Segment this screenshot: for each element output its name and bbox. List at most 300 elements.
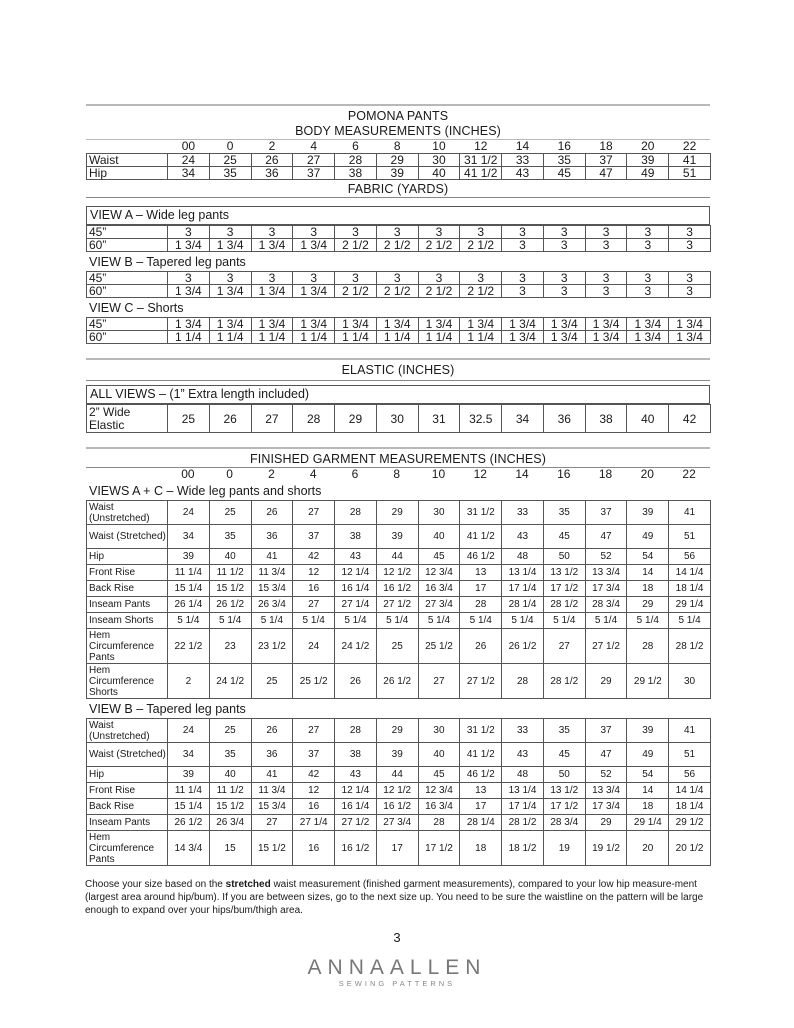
size-label: 2 bbox=[268, 467, 275, 481]
value-cell: 29 1/4 bbox=[669, 597, 711, 613]
value-cell: 3 bbox=[502, 285, 544, 298]
row-label: Hem Circumference Shorts bbox=[87, 664, 168, 699]
row-label: Waist (Unstretched) bbox=[87, 719, 168, 743]
value-cell: 17 1/4 bbox=[502, 581, 544, 597]
value-cell: 16 1/4 bbox=[335, 581, 377, 597]
row-label: Inseam Shorts bbox=[87, 613, 168, 629]
size-chart-page bbox=[86, 104, 710, 866]
value-cell: 39 bbox=[376, 525, 418, 549]
value-cell: 3 bbox=[335, 272, 377, 285]
value-cell: 24 bbox=[168, 719, 210, 743]
value-cell: 15 1/4 bbox=[168, 581, 210, 597]
value-cell: 2 1/2 bbox=[460, 239, 502, 252]
value-cell: 5 1/4 bbox=[376, 613, 418, 629]
row-label: Waist bbox=[87, 154, 168, 167]
value-cell: 28 1/4 bbox=[502, 597, 544, 613]
value-cell: 20 bbox=[627, 831, 669, 866]
value-cell: 15 1/2 bbox=[209, 799, 251, 815]
body-measurements-table bbox=[86, 140, 711, 180]
value-cell: 11 1/2 bbox=[209, 783, 251, 799]
table-row bbox=[87, 331, 711, 344]
value-cell: 3 bbox=[585, 239, 627, 252]
value-cell: 1 3/4 bbox=[585, 331, 627, 344]
value-cell: 5 1/4 bbox=[251, 613, 293, 629]
row-label: Waist (Stretched) bbox=[87, 525, 168, 549]
value-cell: 30 bbox=[669, 664, 711, 699]
value-cell: 29 bbox=[376, 719, 418, 743]
row-label: Inseam Pants bbox=[87, 597, 168, 613]
finished-view-title: VIEW B – Tapered leg pants bbox=[89, 702, 246, 716]
value-cell: 14 bbox=[627, 783, 669, 799]
value-cell: 47 bbox=[585, 743, 627, 767]
value-cell: 3 bbox=[251, 226, 293, 239]
value-cell: 28 bbox=[627, 629, 669, 664]
value-cell: 35 bbox=[543, 719, 585, 743]
value-cell: 39 bbox=[376, 167, 418, 180]
value-cell: 26 1/4 bbox=[168, 597, 210, 613]
value-cell: 17 1/2 bbox=[543, 799, 585, 815]
value-cell: 1 3/4 bbox=[251, 285, 293, 298]
value-cell: 25 1/2 bbox=[418, 629, 460, 664]
value-cell: 1 3/4 bbox=[168, 285, 210, 298]
value-cell: 17 1/2 bbox=[418, 831, 460, 866]
value-cell: 27 1/2 bbox=[585, 629, 627, 664]
value-cell: 27 1/2 bbox=[335, 815, 377, 831]
value-cell: 41 bbox=[251, 549, 293, 565]
value-cell: 25 bbox=[209, 154, 251, 167]
value-cell: 36 bbox=[251, 167, 293, 180]
value-cell: 20 1/2 bbox=[669, 831, 711, 866]
value-cell: 42 bbox=[293, 549, 335, 565]
row-label: 60” bbox=[87, 239, 168, 252]
value-cell: 14 3/4 bbox=[168, 831, 210, 866]
fabric-table bbox=[86, 317, 711, 344]
value-cell: 18 bbox=[627, 581, 669, 597]
value-cell: 49 bbox=[627, 743, 669, 767]
value-cell: 14 bbox=[627, 565, 669, 581]
value-cell: 39 bbox=[627, 501, 669, 525]
value-cell: 1 3/4 bbox=[543, 318, 585, 331]
value-cell: 11 1/4 bbox=[168, 783, 210, 799]
value-cell: 29 bbox=[335, 405, 377, 433]
value-cell: 19 1/2 bbox=[585, 831, 627, 866]
value-cell: 27 1/2 bbox=[376, 597, 418, 613]
size-label: 6 bbox=[352, 139, 359, 153]
value-cell: 37 bbox=[585, 154, 627, 167]
value-cell: 1 3/4 bbox=[293, 239, 335, 252]
value-cell: 29 bbox=[585, 664, 627, 699]
value-cell: 26 bbox=[335, 664, 377, 699]
value-cell: 48 bbox=[502, 767, 544, 783]
table-row bbox=[87, 597, 711, 613]
value-cell: 47 bbox=[585, 525, 627, 549]
value-cell: 3 bbox=[293, 272, 335, 285]
value-cell: 36 bbox=[251, 743, 293, 767]
value-cell: 26 1/2 bbox=[502, 629, 544, 664]
value-cell: 24 bbox=[293, 629, 335, 664]
value-cell: 51 bbox=[669, 167, 711, 180]
value-cell: 40 bbox=[418, 167, 460, 180]
value-cell: 1 3/4 bbox=[335, 318, 377, 331]
value-cell: 27 bbox=[251, 815, 293, 831]
size-label: 4 bbox=[309, 467, 317, 481]
value-cell: 46 1/2 bbox=[460, 549, 502, 565]
value-cell: 15 3/4 bbox=[251, 581, 293, 597]
size-label: 16 bbox=[557, 139, 571, 153]
value-cell: 41 bbox=[669, 501, 711, 525]
row-label: Back Rise bbox=[87, 799, 168, 815]
value-cell: 1 1/4 bbox=[418, 331, 460, 344]
value-cell: 18 1/4 bbox=[669, 581, 711, 597]
value-cell: 28 bbox=[418, 815, 460, 831]
value-cell: 29 bbox=[376, 501, 418, 525]
value-cell: 3 bbox=[502, 272, 544, 285]
value-cell: 44 bbox=[376, 767, 418, 783]
value-cell: 40 bbox=[627, 405, 669, 433]
value-cell: 15 1/2 bbox=[209, 581, 251, 597]
value-cell: 1 3/4 bbox=[627, 318, 669, 331]
value-cell: 45 bbox=[543, 525, 585, 549]
value-cell: 27 1/2 bbox=[460, 664, 502, 699]
size-label: 4 bbox=[310, 139, 318, 153]
value-cell: 12 1/2 bbox=[376, 565, 418, 581]
value-cell: 27 bbox=[293, 597, 335, 613]
value-cell: 45 bbox=[418, 767, 460, 783]
value-cell: 28 1/2 bbox=[502, 815, 544, 831]
value-cell: 39 bbox=[376, 743, 418, 767]
value-cell: 43 bbox=[502, 525, 544, 549]
value-cell: 30 bbox=[418, 719, 460, 743]
value-cell: 13 bbox=[460, 783, 502, 799]
row-label: Waist (Stretched) bbox=[87, 743, 168, 767]
value-cell: 54 bbox=[627, 767, 669, 783]
size-label: 18 bbox=[598, 467, 613, 481]
value-cell: 1 1/4 bbox=[460, 331, 502, 344]
value-cell: 27 bbox=[293, 501, 335, 525]
table-row bbox=[87, 613, 711, 629]
value-cell: 25 bbox=[209, 501, 251, 525]
finished-table bbox=[86, 718, 711, 866]
row-label: Back Rise bbox=[87, 581, 168, 597]
value-cell: 43 bbox=[502, 743, 544, 767]
size-header-blank bbox=[87, 140, 168, 154]
size-label: 22 bbox=[682, 467, 696, 481]
value-cell: 23 1/2 bbox=[251, 629, 293, 664]
size-header-blank bbox=[86, 468, 167, 481]
value-cell: 47 bbox=[585, 167, 627, 180]
value-cell: 41 bbox=[669, 719, 711, 743]
value-cell: 5 1/4 bbox=[293, 613, 335, 629]
value-cell: 12 1/2 bbox=[376, 783, 418, 799]
value-cell: 3 bbox=[168, 272, 210, 285]
value-cell: 28 1/4 bbox=[460, 815, 502, 831]
value-cell: 26 bbox=[251, 154, 293, 167]
value-cell: 3 bbox=[543, 285, 585, 298]
table-row bbox=[87, 581, 711, 597]
value-cell: 18 1/2 bbox=[502, 831, 544, 866]
value-cell: 49 bbox=[627, 525, 669, 549]
value-cell: 23 bbox=[209, 629, 251, 664]
fabric-table bbox=[86, 271, 711, 298]
sizing-note: Choose your size based on the stretched waist measurement (finished garment measurements), compared to your low hip measure-ment (largest area around hip/bum). If you are between sizes, go to the next size up. You need to be sure the waistline on the pattern will be large enough to expand over your hips/bum/thigh area. bbox=[85, 879, 704, 916]
value-cell: 27 3/4 bbox=[376, 815, 418, 831]
value-cell: 39 bbox=[627, 154, 669, 167]
value-cell: 16 bbox=[293, 581, 335, 597]
value-cell: 3 bbox=[460, 226, 502, 239]
value-cell: 46 1/2 bbox=[460, 767, 502, 783]
value-cell: 38 bbox=[335, 743, 377, 767]
value-cell: 5 1/4 bbox=[669, 613, 711, 629]
size-label: 22 bbox=[682, 139, 697, 153]
value-cell: 51 bbox=[669, 743, 711, 767]
value-cell: 18 bbox=[460, 831, 502, 866]
value-cell: 28 3/4 bbox=[543, 815, 585, 831]
value-cell: 27 bbox=[418, 664, 460, 699]
value-cell: 27 bbox=[251, 405, 293, 433]
row-label: Front Rise bbox=[87, 565, 168, 581]
value-cell: 5 1/4 bbox=[460, 613, 502, 629]
value-cell: 31 1/2 bbox=[460, 501, 502, 525]
value-cell: 2 1/2 bbox=[376, 285, 418, 298]
value-cell: 26 1/2 bbox=[168, 815, 210, 831]
value-cell: 25 bbox=[168, 405, 210, 433]
size-label: 14 bbox=[515, 467, 529, 481]
value-cell: 3 bbox=[627, 272, 669, 285]
value-cell: 26 1/2 bbox=[209, 597, 251, 613]
value-cell: 1 1/4 bbox=[376, 331, 418, 344]
value-cell: 3 bbox=[168, 226, 210, 239]
value-cell: 1 3/4 bbox=[209, 285, 251, 298]
value-cell: 40 bbox=[418, 743, 460, 767]
value-cell: 42 bbox=[293, 767, 335, 783]
value-cell: 15 3/4 bbox=[251, 799, 293, 815]
value-cell: 1 3/4 bbox=[669, 318, 711, 331]
size-label: 12 bbox=[474, 139, 488, 153]
size-label: 8 bbox=[393, 139, 401, 153]
table-row bbox=[87, 167, 711, 180]
value-cell: 17 bbox=[376, 831, 418, 866]
value-cell: 15 1/2 bbox=[251, 831, 293, 866]
value-cell: 28 bbox=[460, 597, 502, 613]
value-cell: 38 bbox=[585, 405, 627, 433]
page-number: 3 bbox=[393, 930, 401, 945]
table-row bbox=[87, 783, 711, 799]
value-cell: 12 3/4 bbox=[418, 565, 460, 581]
value-cell: 13 3/4 bbox=[585, 565, 627, 581]
value-cell: 33 bbox=[502, 154, 544, 167]
value-cell: 3 bbox=[502, 239, 544, 252]
table-row bbox=[87, 831, 711, 866]
value-cell: 37 bbox=[293, 525, 335, 549]
table-row bbox=[87, 549, 711, 565]
value-cell: 11 1/4 bbox=[168, 565, 210, 581]
size-header-row bbox=[87, 140, 711, 154]
value-cell: 15 1/4 bbox=[168, 799, 210, 815]
value-cell: 45 bbox=[418, 549, 460, 565]
value-cell: 2 1/2 bbox=[335, 239, 377, 252]
value-cell: 12 1/4 bbox=[335, 783, 377, 799]
size-label: 00 bbox=[181, 467, 195, 481]
value-cell: 25 bbox=[251, 664, 293, 699]
value-cell: 40 bbox=[209, 549, 251, 565]
value-cell: 37 bbox=[293, 743, 335, 767]
value-cell: 24 bbox=[168, 154, 210, 167]
brand-logo: ANNAALLEN bbox=[307, 956, 487, 979]
fabric-view-title: VIEW C – Shorts bbox=[89, 301, 184, 315]
value-cell: 27 3/4 bbox=[418, 597, 460, 613]
value-cell: 34 bbox=[168, 525, 210, 549]
value-cell: 29 1/4 bbox=[627, 815, 669, 831]
value-cell: 3 bbox=[209, 226, 251, 239]
value-cell: 34 bbox=[502, 405, 544, 433]
value-cell: 19 bbox=[543, 831, 585, 866]
row-label: 2” Wide Elastic bbox=[87, 405, 168, 433]
finished-table bbox=[86, 500, 711, 699]
value-cell: 41 1/2 bbox=[460, 167, 502, 180]
value-cell: 3 bbox=[293, 226, 335, 239]
value-cell: 16 1/2 bbox=[376, 799, 418, 815]
value-cell: 1 3/4 bbox=[418, 318, 460, 331]
value-cell: 25 bbox=[209, 719, 251, 743]
value-cell: 5 1/4 bbox=[585, 613, 627, 629]
value-cell: 35 bbox=[209, 167, 251, 180]
value-cell: 56 bbox=[669, 767, 711, 783]
value-cell: 16 bbox=[293, 799, 335, 815]
row-label: Hip bbox=[87, 167, 168, 180]
value-cell: 26 bbox=[251, 501, 293, 525]
value-cell: 37 bbox=[293, 167, 335, 180]
value-cell: 3 bbox=[585, 285, 627, 298]
row-label: Hip bbox=[87, 767, 168, 783]
value-cell: 3 bbox=[543, 226, 585, 239]
table-row bbox=[87, 767, 711, 783]
value-cell: 1 3/4 bbox=[209, 239, 251, 252]
value-cell: 3 bbox=[418, 272, 460, 285]
value-cell: 13 1/4 bbox=[502, 783, 544, 799]
value-cell: 18 bbox=[627, 799, 669, 815]
finished-size-header bbox=[86, 468, 710, 481]
value-cell: 1 3/4 bbox=[209, 318, 251, 331]
value-cell: 5 1/4 bbox=[168, 613, 210, 629]
value-cell: 3 bbox=[669, 285, 711, 298]
value-cell: 1 1/4 bbox=[168, 331, 210, 344]
value-cell: 40 bbox=[209, 767, 251, 783]
value-cell: 3 bbox=[669, 272, 711, 285]
value-cell: 26 bbox=[251, 719, 293, 743]
row-label: 45” bbox=[87, 226, 168, 239]
value-cell: 18 1/4 bbox=[669, 799, 711, 815]
value-cell: 39 bbox=[627, 719, 669, 743]
row-label: Waist (Unstretched) bbox=[87, 501, 168, 525]
value-cell: 5 1/4 bbox=[627, 613, 669, 629]
value-cell: 1 1/4 bbox=[293, 331, 335, 344]
value-cell: 12 1/4 bbox=[335, 565, 377, 581]
divider bbox=[86, 104, 710, 106]
value-cell: 5 1/4 bbox=[335, 613, 377, 629]
value-cell: 3 bbox=[585, 226, 627, 239]
value-cell: 3 bbox=[627, 226, 669, 239]
size-label: 6 bbox=[351, 467, 359, 481]
value-cell: 3 bbox=[209, 272, 251, 285]
value-cell: 1 3/4 bbox=[168, 239, 210, 252]
value-cell: 35 bbox=[543, 501, 585, 525]
value-cell: 50 bbox=[543, 767, 585, 783]
value-cell: 13 bbox=[460, 565, 502, 581]
value-cell: 29 bbox=[376, 154, 418, 167]
value-cell: 30 bbox=[376, 405, 418, 433]
value-cell: 33 bbox=[502, 719, 544, 743]
value-cell: 27 bbox=[293, 719, 335, 743]
value-cell: 28 3/4 bbox=[585, 597, 627, 613]
value-cell: 29 bbox=[585, 815, 627, 831]
value-cell: 45 bbox=[543, 743, 585, 767]
value-cell: 1 3/4 bbox=[460, 318, 502, 331]
value-cell: 25 bbox=[376, 629, 418, 664]
table-row bbox=[87, 501, 711, 525]
size-label: 8 bbox=[393, 467, 401, 481]
size-label: 14 bbox=[515, 139, 530, 153]
value-cell: 15 bbox=[209, 831, 251, 866]
finished-view-title: VIEWS A + C – Wide leg pants and shorts bbox=[89, 484, 322, 498]
value-cell: 37 bbox=[585, 719, 627, 743]
size-label: 12 bbox=[473, 467, 487, 481]
row-label: 60” bbox=[87, 285, 168, 298]
value-cell: 28 bbox=[335, 719, 377, 743]
value-cell: 30 bbox=[418, 154, 460, 167]
value-cell: 16 bbox=[293, 831, 335, 866]
value-cell: 25 1/2 bbox=[293, 664, 335, 699]
size-label: 20 bbox=[640, 467, 654, 481]
value-cell: 28 bbox=[293, 405, 335, 433]
row-label: 45” bbox=[87, 272, 168, 285]
value-cell: 16 1/2 bbox=[335, 831, 377, 866]
value-cell: 17 3/4 bbox=[585, 799, 627, 815]
fabric-title: FABRIC (YARDS) bbox=[347, 182, 449, 196]
size-label: 2 bbox=[268, 139, 276, 153]
value-cell: 1 3/4 bbox=[376, 318, 418, 331]
table-row bbox=[87, 799, 711, 815]
elastic-title: ELASTIC (INCHES) bbox=[341, 363, 455, 377]
row-label: Hem Circumference Pants bbox=[87, 629, 168, 664]
value-cell: 26 3/4 bbox=[209, 815, 251, 831]
value-cell: 11 3/4 bbox=[251, 565, 293, 581]
value-cell: 3 bbox=[543, 272, 585, 285]
value-cell: 2 1/2 bbox=[460, 285, 502, 298]
size-label: 10 bbox=[431, 467, 446, 481]
size-label: 0 bbox=[226, 467, 233, 481]
size-label: 18 bbox=[599, 139, 613, 153]
value-cell: 30 bbox=[418, 501, 460, 525]
value-cell: 3 bbox=[418, 226, 460, 239]
size-header-row bbox=[86, 468, 710, 481]
value-cell: 26 bbox=[209, 405, 251, 433]
value-cell: 36 bbox=[543, 405, 585, 433]
value-cell: 1 1/4 bbox=[335, 331, 377, 344]
value-cell: 33 bbox=[502, 501, 544, 525]
value-cell: 13 3/4 bbox=[585, 783, 627, 799]
value-cell: 5 1/4 bbox=[418, 613, 460, 629]
value-cell: 11 1/2 bbox=[209, 565, 251, 581]
value-cell: 17 1/2 bbox=[543, 581, 585, 597]
value-cell: 52 bbox=[585, 767, 627, 783]
value-cell: 1 3/4 bbox=[293, 318, 335, 331]
table-row bbox=[87, 226, 711, 239]
value-cell: 1 3/4 bbox=[293, 285, 335, 298]
size-label: 20 bbox=[641, 139, 655, 153]
brand-tagline: SEWING PATTERNS bbox=[338, 979, 456, 988]
size-label: 16 bbox=[557, 467, 571, 481]
value-cell: 24 1/2 bbox=[209, 664, 251, 699]
